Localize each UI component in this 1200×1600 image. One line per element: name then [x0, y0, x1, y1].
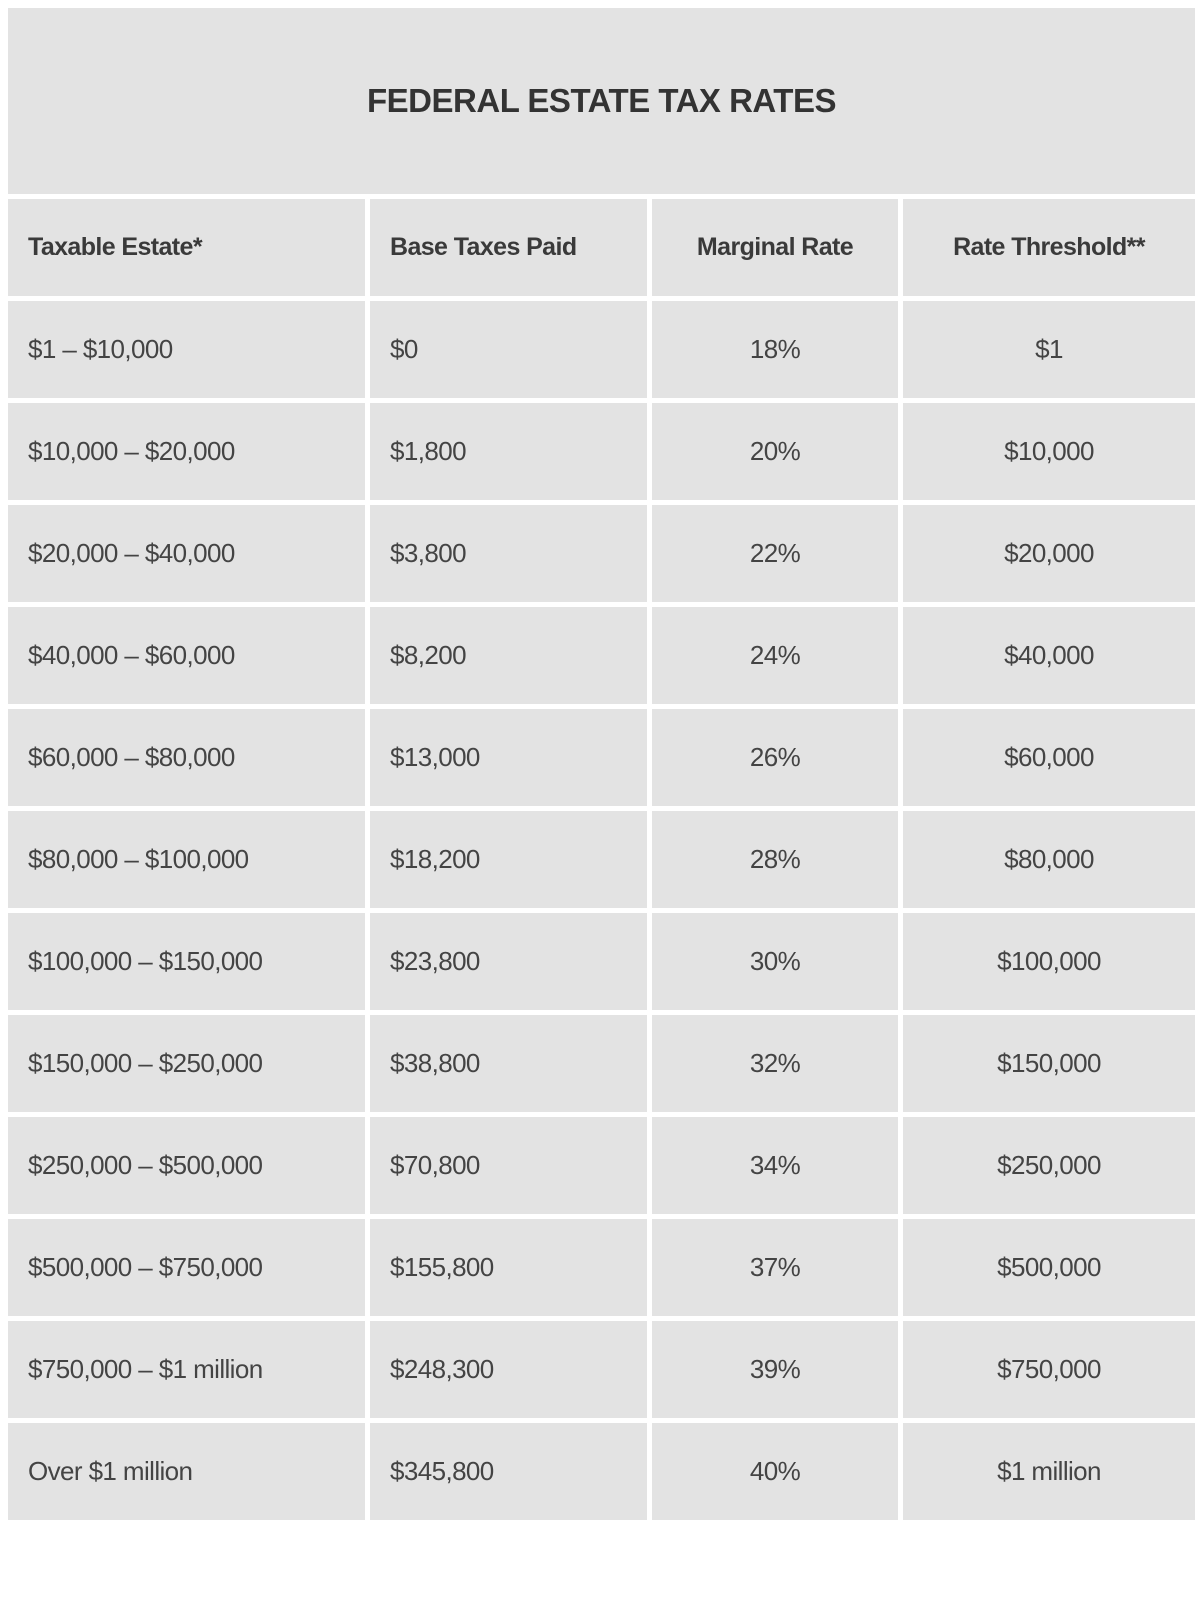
taxable-estate-cell: $750,000 – $1 million: [8, 1321, 370, 1423]
marginal-rate-cell: 22%: [652, 505, 903, 607]
taxable-estate-cell: Over $1 million: [8, 1423, 370, 1525]
base-taxes-cell: $248,300: [370, 1321, 652, 1423]
rate-threshold-cell: $1: [903, 301, 1195, 403]
rate-threshold-cell: $750,000: [903, 1321, 1195, 1423]
table-row: [8, 1015, 1195, 1117]
marginal-rate-cell: 24%: [652, 607, 903, 709]
table-row: [8, 913, 1195, 1015]
base-taxes-cell: $38,800: [370, 1015, 652, 1117]
rate-threshold-cell: $1 million: [903, 1423, 1195, 1525]
table-row: [8, 1321, 1195, 1423]
header-marginal-rate: Marginal Rate: [652, 199, 903, 301]
table-row: [8, 301, 1195, 403]
marginal-rate-cell: 18%: [652, 301, 903, 403]
rate-threshold-cell: $60,000: [903, 709, 1195, 811]
marginal-rate-cell: 28%: [652, 811, 903, 913]
taxable-estate-cell: $150,000 – $250,000: [8, 1015, 370, 1117]
base-taxes-cell: $1,800: [370, 403, 652, 505]
base-taxes-cell: $23,800: [370, 913, 652, 1015]
title-bar: [8, 8, 1195, 194]
table-row: [8, 811, 1195, 913]
taxable-estate-cell: $500,000 – $750,000: [8, 1219, 370, 1321]
taxable-estate-cell: $250,000 – $500,000: [8, 1117, 370, 1219]
rate-threshold-cell: $10,000: [903, 403, 1195, 505]
marginal-rate-cell: 20%: [652, 403, 903, 505]
marginal-rate-cell: 39%: [652, 1321, 903, 1423]
taxable-estate-cell: $60,000 – $80,000: [8, 709, 370, 811]
table-row: [8, 505, 1195, 607]
marginal-rate-cell: 34%: [652, 1117, 903, 1219]
rate-threshold-cell: $20,000: [903, 505, 1195, 607]
base-taxes-cell: $70,800: [370, 1117, 652, 1219]
header-base-taxes-paid: Base Taxes Paid: [370, 199, 652, 301]
tax-rates-table-card: [8, 8, 1195, 1591]
table-title: FEDERAL ESTATE TAX RATES: [367, 82, 836, 119]
rate-threshold-cell: $500,000: [903, 1219, 1195, 1321]
header-taxable-estate: Taxable Estate*: [8, 199, 370, 301]
taxable-estate-cell: $20,000 – $40,000: [8, 505, 370, 607]
rate-threshold-cell: $100,000: [903, 913, 1195, 1015]
marginal-rate-cell: 30%: [652, 913, 903, 1015]
taxable-estate-cell: $10,000 – $20,000: [8, 403, 370, 505]
table-row: [8, 1423, 1195, 1525]
table-row: [8, 403, 1195, 505]
base-taxes-cell: $345,800: [370, 1423, 652, 1525]
marginal-rate-cell: 32%: [652, 1015, 903, 1117]
header-row: [8, 199, 1195, 301]
marginal-rate-cell: 26%: [652, 709, 903, 811]
table-row: [8, 709, 1195, 811]
rate-threshold-cell: $80,000: [903, 811, 1195, 913]
header-rate-threshold: Rate Threshold**: [903, 199, 1195, 301]
table-row: [8, 1117, 1195, 1219]
taxable-estate-cell: $100,000 – $150,000: [8, 913, 370, 1015]
table-row: [8, 607, 1195, 709]
marginal-rate-cell: 40%: [652, 1423, 903, 1525]
base-taxes-cell: $8,200: [370, 607, 652, 709]
rate-threshold-cell: $150,000: [903, 1015, 1195, 1117]
base-taxes-cell: $3,800: [370, 505, 652, 607]
tax-rates-table: [8, 199, 1195, 1525]
taxable-estate-cell: $40,000 – $60,000: [8, 607, 370, 709]
base-taxes-cell: $0: [370, 301, 652, 403]
taxable-estate-cell: $1 – $10,000: [8, 301, 370, 403]
taxable-estate-cell: $80,000 – $100,000: [8, 811, 370, 913]
marginal-rate-cell: 37%: [652, 1219, 903, 1321]
table-row: [8, 1219, 1195, 1321]
rate-threshold-cell: $40,000: [903, 607, 1195, 709]
base-taxes-cell: $18,200: [370, 811, 652, 913]
base-taxes-cell: $155,800: [370, 1219, 652, 1321]
rate-threshold-cell: $250,000: [903, 1117, 1195, 1219]
base-taxes-cell: $13,000: [370, 709, 652, 811]
